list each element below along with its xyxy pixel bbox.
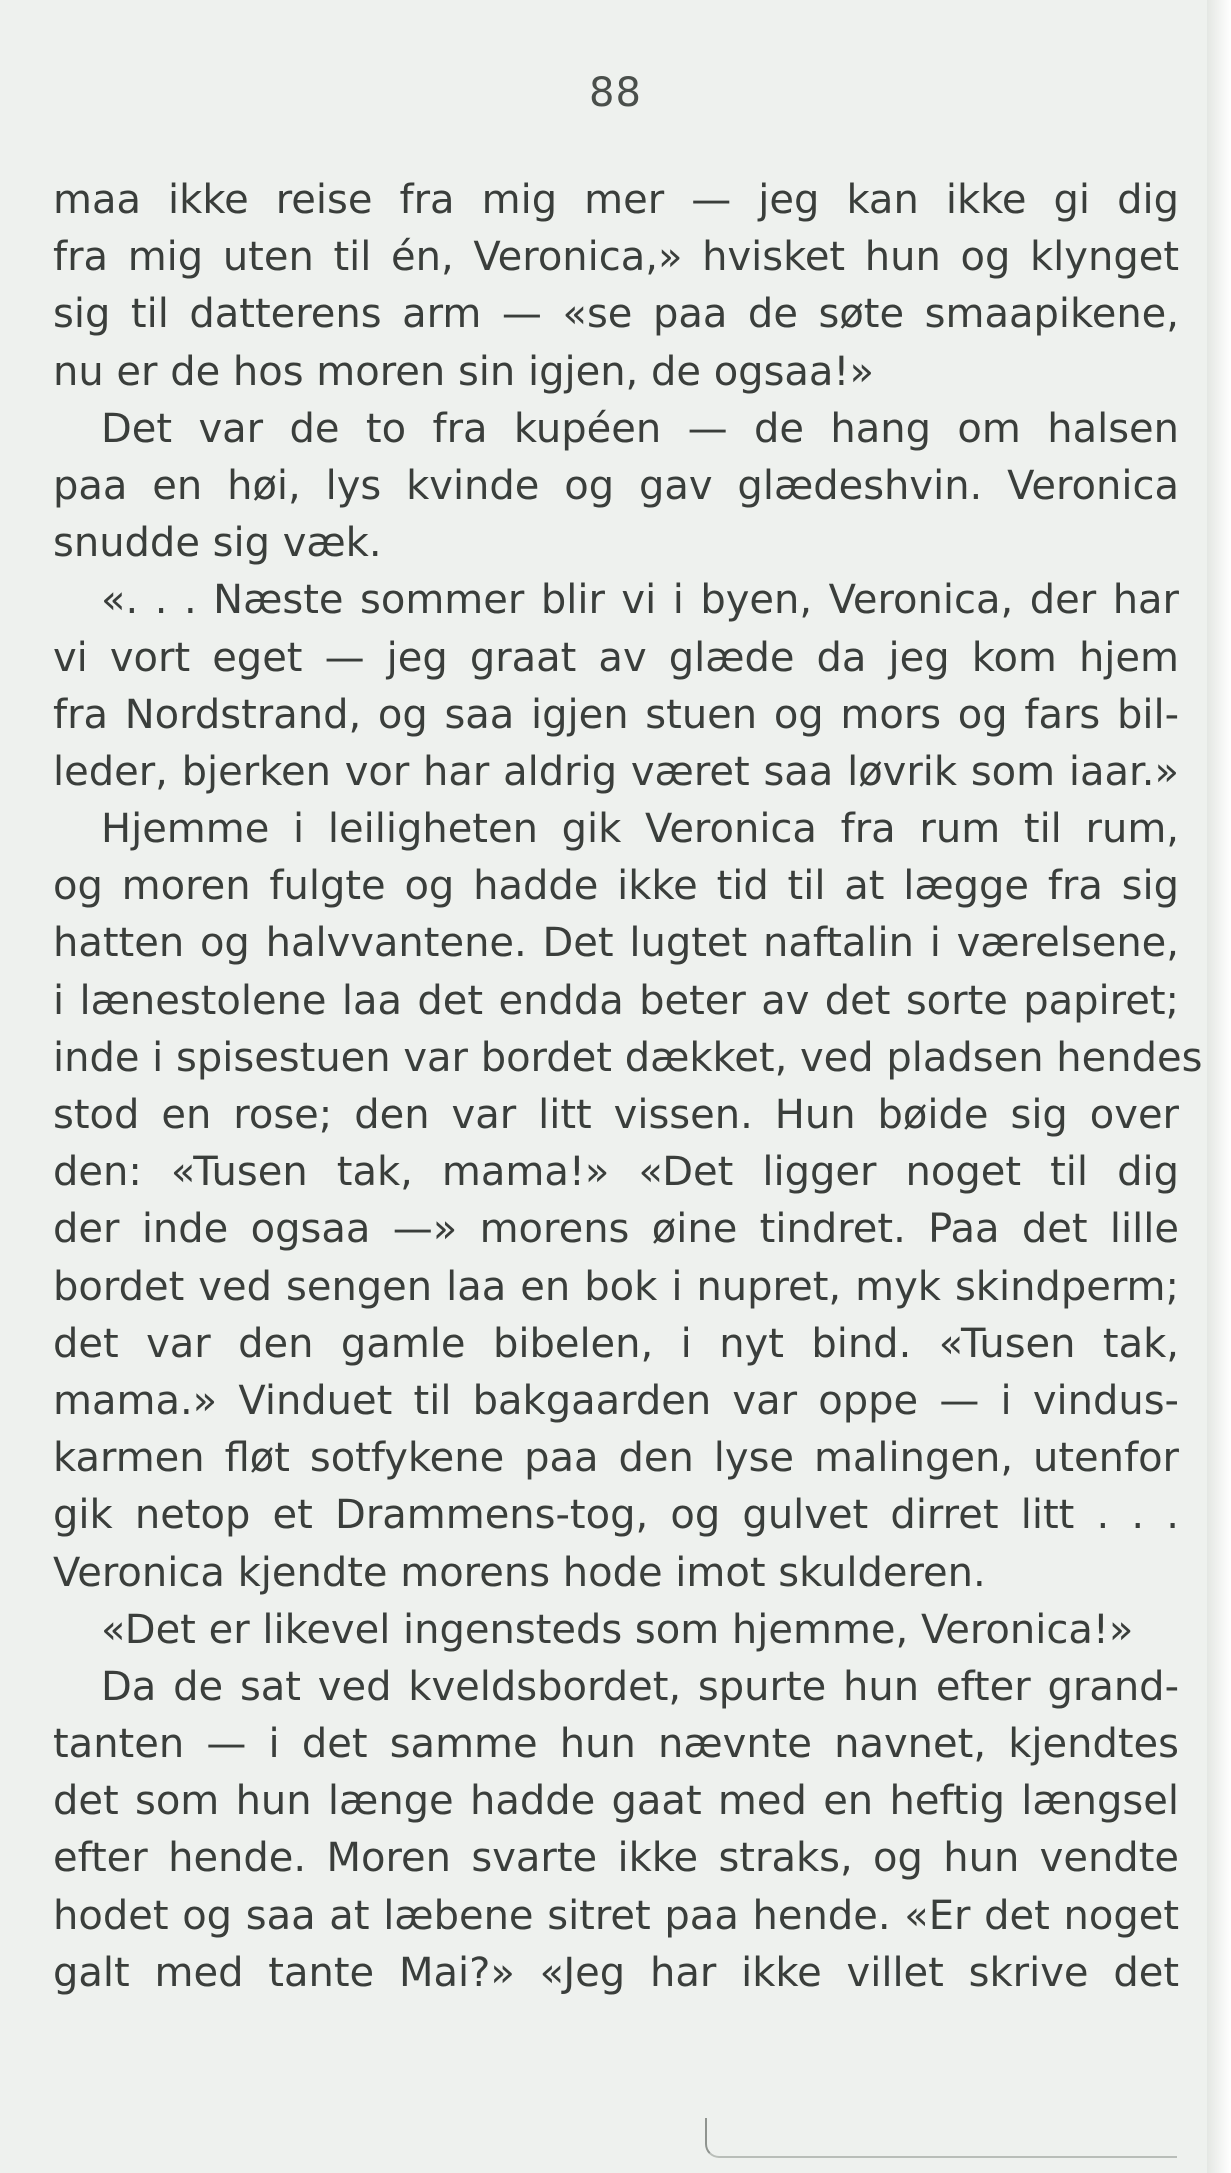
text-line: det som hun længe hadde gaat med en heftig længsel — [53, 1778, 1179, 1825]
page-edge — [1207, 0, 1231, 2173]
text-line: karmen fløt sotfykene paa den lyse malingen, utenfor — [53, 1435, 1179, 1482]
text-line: fra mig uten til én, Veronica,» hvisket hun og klynget — [53, 234, 1179, 281]
text-line: bordet ved sengen laa en bok i nupret, myk skindperm; — [53, 1263, 1179, 1310]
text-line: hodet og saa at læbene sitret paa hende. «Er det noget — [53, 1892, 1179, 1939]
text-line: gik netop et Drammens-tog, og gulvet dirret litt . . . — [53, 1492, 1179, 1539]
text-line: «. . . Næste sommer blir vi i byen, Veronica, der har — [101, 577, 1179, 624]
page-number: 88 — [589, 70, 642, 116]
text-line: «Det er likevel ingensteds som hjemme, Veronica!» — [101, 1606, 1134, 1653]
text-line: paa en høi, lys kvinde og gav glædeshvin. Veronica — [53, 462, 1179, 509]
text-line: leder, bjerken vor har aldrig været saa løvrik som iaar.» — [53, 748, 1179, 795]
text-line: i lænestolene laa det endda beter av det sorte papiret; — [53, 977, 1179, 1024]
paper-fold-mark — [705, 2118, 1177, 2158]
text-line: der inde ogsaa —» morens øine tindret. Paa det lille — [53, 1206, 1179, 1253]
text-line: vi vort eget — jeg graat av glæde da jeg kom hjem — [53, 634, 1179, 681]
body-text — [53, 172, 1203, 2002]
text-line: galt med tante Mai?» «Jeg har ikke villet skrive det — [53, 1949, 1179, 1996]
text-line: mama.» Vinduet til bakgaarden var oppe — i vindus- — [53, 1377, 1179, 1424]
text-line: Veronica kjendte morens hode imot skulderen. — [53, 1549, 986, 1596]
text-line: maa ikke reise fra mig mer — jeg kan ikke gi dig — [53, 177, 1179, 223]
text-line: det var den gamle bibelen, i nyt bind. «Tusen tak, — [53, 1320, 1179, 1367]
text-line: Da de sat ved kveldsbordet, spurte hun efter grand- — [101, 1663, 1179, 1710]
text-line: fra Nordstrand, og saa igjen stuen og mors og fars bil- — [53, 691, 1179, 738]
text-line: tanten — i det samme hun nævnte navnet, kjendtes — [53, 1721, 1179, 1768]
text-line: inde i spisestuen var bordet dækket, ved pladsen hendes — [53, 1034, 1203, 1081]
text-line: sig til datterens arm — «se paa de søte smaapikene, — [53, 291, 1179, 338]
text-line: nu er de hos moren sin igjen, de ogsaa!» — [53, 348, 874, 395]
text-line: Hjemme i leiligheten gik Veronica fra rum til rum, — [101, 806, 1179, 853]
text-line: efter hende. Moren svarte ikke straks, og hun vendte — [53, 1835, 1179, 1882]
text-line: og moren fulgte og hadde ikke tid til at lægge fra sig — [53, 863, 1179, 910]
text-line: den: «Tusen tak, mama!» «Det ligger noget til dig — [53, 1149, 1179, 1196]
text-line: snudde sig væk. — [53, 520, 382, 567]
text-line: hatten og halvvantene. Det lugtet naftalin i værelsene, — [53, 920, 1179, 967]
text-line: Det var de to fra kupéen — de hang om halsen — [101, 405, 1179, 452]
text-line: stod en rose; den var litt vissen. Hun bøide sig over — [53, 1092, 1179, 1138]
